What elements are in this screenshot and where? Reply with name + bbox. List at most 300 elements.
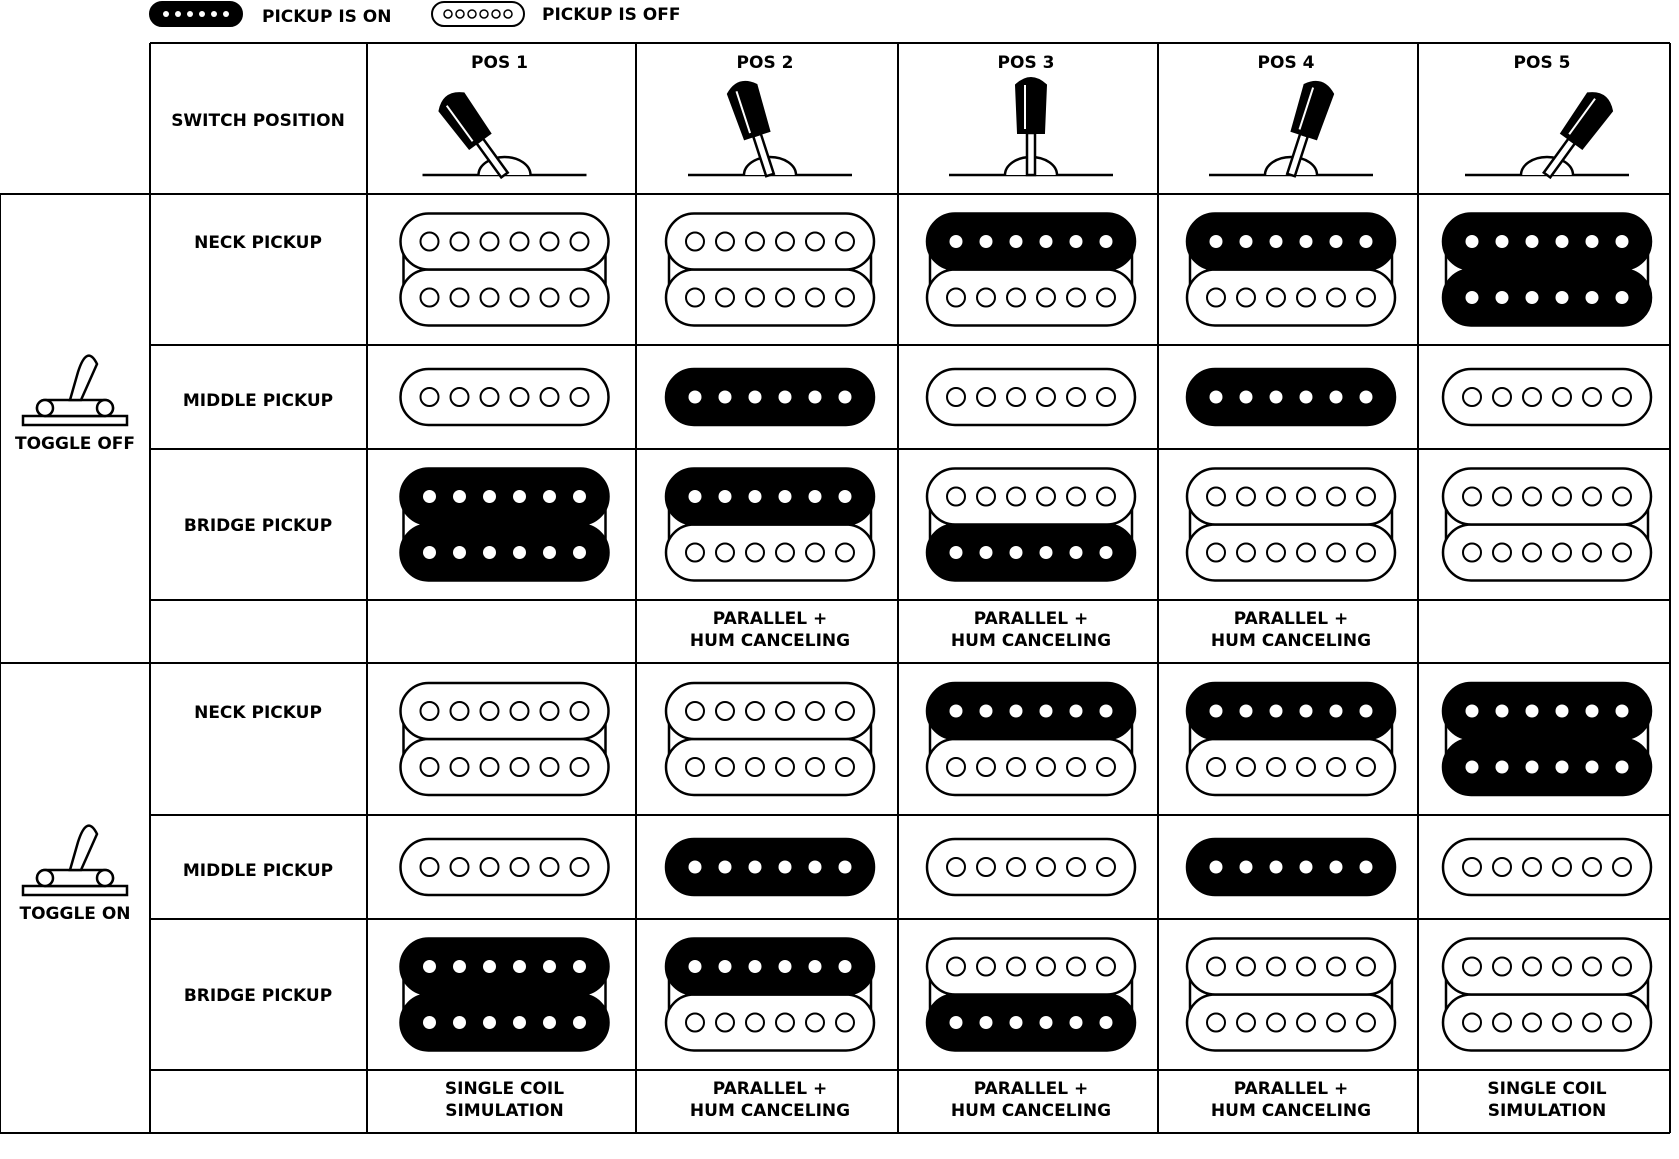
pole-piece — [1466, 291, 1479, 304]
pole-piece — [977, 958, 995, 976]
pole-piece — [451, 758, 469, 776]
pole-piece — [541, 289, 559, 307]
coil-off — [1443, 469, 1651, 525]
pole-piece — [809, 391, 822, 404]
pole-piece — [1466, 235, 1479, 248]
pole-piece — [1010, 546, 1023, 559]
pole-piece — [1097, 488, 1115, 506]
pole-piece — [977, 758, 995, 776]
coil-off — [927, 270, 1135, 326]
middle-pickup-pos1-toggle-on — [401, 839, 609, 895]
pole-piece — [689, 391, 702, 404]
pole-piece — [749, 861, 762, 874]
bridge-pickup-pos2-toggle-off — [666, 469, 874, 581]
coil-off — [1443, 525, 1651, 581]
pole-piece — [421, 289, 439, 307]
wiring-note: HUM CANCELING — [1210, 631, 1372, 651]
pole-piece — [686, 702, 704, 720]
pole-piece — [1067, 388, 1085, 406]
pole-piece — [749, 490, 762, 503]
pos-5-label: POS 5 — [1513, 53, 1571, 73]
pole-piece — [1040, 546, 1053, 559]
pole-piece — [836, 289, 854, 307]
coil-off — [401, 270, 609, 326]
pole-piece — [836, 758, 854, 776]
coil-off — [666, 995, 874, 1051]
coil-off — [401, 214, 609, 270]
coil-on — [1187, 214, 1395, 270]
wiring-note: SIMULATION — [1487, 1101, 1607, 1121]
pole-piece — [421, 758, 439, 776]
neck-pickup-pos3-toggle-off — [927, 214, 1135, 326]
neck-pickup-pos5-toggle-off — [1443, 214, 1651, 326]
pole-piece — [1463, 1014, 1481, 1032]
pole-piece — [1270, 705, 1283, 718]
pole-piece — [839, 490, 852, 503]
coil-on — [927, 995, 1135, 1051]
middle-pickup-pos5-toggle-off — [1443, 369, 1651, 425]
coil-off — [1187, 525, 1395, 581]
pole-piece — [1523, 488, 1541, 506]
pole-piece — [1210, 235, 1223, 248]
row-label-neck-on: NECK PICKUP — [194, 703, 322, 723]
pole-piece — [977, 289, 995, 307]
pole-piece — [1097, 758, 1115, 776]
pole-piece — [806, 702, 824, 720]
pole-piece — [809, 861, 822, 874]
row-label-middle-off: MIDDLE PICKUP — [182, 391, 334, 411]
pole-piece — [1007, 758, 1025, 776]
pole-piece — [1007, 858, 1025, 876]
coil-on — [666, 469, 874, 525]
pole-piece — [1300, 391, 1313, 404]
pole-piece — [511, 388, 529, 406]
pole-piece — [950, 235, 963, 248]
pole-piece — [1553, 544, 1571, 562]
pole-piece — [746, 544, 764, 562]
pole-piece — [686, 233, 704, 251]
pole-piece — [1297, 1014, 1315, 1032]
pole-piece — [1553, 1014, 1571, 1032]
pole-piece — [1583, 544, 1601, 562]
pole-piece — [1270, 391, 1283, 404]
pole-piece — [423, 546, 436, 559]
pole-piece — [716, 758, 734, 776]
middle-pickup-pos3-toggle-off — [927, 369, 1135, 425]
pole-piece — [1466, 761, 1479, 774]
lever-switch-pos1-icon — [423, 88, 587, 184]
pole-piece — [541, 758, 559, 776]
bridge-pickup-pos1-toggle-off — [401, 469, 609, 581]
pole-piece — [806, 289, 824, 307]
pole-piece — [746, 233, 764, 251]
wiring-note: HUM CANCELING — [950, 631, 1112, 651]
pickup-on-legend-icon — [150, 2, 242, 26]
lever-switch-pos2-icon — [688, 78, 852, 180]
pole-piece — [1097, 958, 1115, 976]
pole-piece — [513, 960, 526, 973]
bridge-pickup-pos2-toggle-on — [666, 939, 874, 1051]
toggle-off-group-label — [15, 356, 135, 454]
pole-piece — [1526, 291, 1539, 304]
pole-piece — [573, 490, 586, 503]
pole-piece — [1097, 388, 1115, 406]
pole-piece — [571, 858, 589, 876]
pole-piece — [1526, 705, 1539, 718]
pole-piece — [1037, 958, 1055, 976]
pole-piece — [1100, 235, 1113, 248]
pole-piece — [421, 702, 439, 720]
coil-on — [401, 995, 609, 1051]
pole-piece — [947, 958, 965, 976]
pole-piece — [1010, 705, 1023, 718]
neck-pickup-pos1-toggle-on — [401, 683, 609, 795]
pole-piece — [511, 233, 529, 251]
pole-piece — [1040, 705, 1053, 718]
pole-piece — [483, 1016, 496, 1029]
pole-piece — [1067, 289, 1085, 307]
pole-piece — [806, 233, 824, 251]
legend-on-label: PICKUP IS ON — [262, 7, 392, 27]
pole-piece — [1207, 758, 1225, 776]
bridge-pickup-pos3-toggle-off — [927, 469, 1135, 581]
coil-on — [401, 469, 609, 525]
pole-piece — [541, 702, 559, 720]
switch-position-label: SWITCH POSITION — [171, 111, 345, 131]
pole-piece — [1070, 1016, 1083, 1029]
bridge-pickup-pos5-toggle-on — [1443, 939, 1651, 1051]
pole-piece — [1553, 858, 1571, 876]
pole-piece — [1493, 388, 1511, 406]
pole-piece — [483, 960, 496, 973]
pole-piece — [1207, 544, 1225, 562]
pole-piece — [1097, 858, 1115, 876]
pole-piece — [1207, 488, 1225, 506]
pole-piece — [689, 960, 702, 973]
legend — [150, 2, 680, 27]
pole-piece — [1553, 388, 1571, 406]
neck-pickup-pos3-toggle-on — [927, 683, 1135, 795]
pole-piece — [1327, 544, 1345, 562]
pole-piece — [749, 391, 762, 404]
pole-piece — [1583, 1014, 1601, 1032]
pole-piece — [483, 490, 496, 503]
pole-piece — [1240, 861, 1253, 874]
pole-piece — [1357, 544, 1375, 562]
pole-piece — [839, 960, 852, 973]
pole-piece — [421, 388, 439, 406]
pole-piece — [719, 861, 732, 874]
pole-piece — [1067, 958, 1085, 976]
coil-off — [401, 683, 609, 739]
pole-piece — [749, 960, 762, 973]
coil-off — [666, 525, 874, 581]
pole-piece — [1466, 705, 1479, 718]
pole-piece — [836, 1014, 854, 1032]
pole-piece — [1007, 488, 1025, 506]
pole-piece — [947, 289, 965, 307]
pole-piece — [1496, 235, 1509, 248]
pole-piece — [1526, 761, 1539, 774]
coil-on — [1443, 214, 1651, 270]
pole-piece — [481, 702, 499, 720]
coil-off — [927, 469, 1135, 525]
pole-piece — [1523, 388, 1541, 406]
middle-pickup-pos2-toggle-off — [666, 369, 874, 425]
pole-piece — [513, 546, 526, 559]
pole-piece — [1360, 861, 1373, 874]
pole-piece — [1237, 958, 1255, 976]
pole-piece — [451, 289, 469, 307]
pole-piece — [1327, 488, 1345, 506]
pole-piece — [1493, 1014, 1511, 1032]
pole-piece — [1613, 1014, 1631, 1032]
pole-piece — [806, 758, 824, 776]
pole-piece — [776, 544, 794, 562]
pole-piece — [513, 1016, 526, 1029]
pole-piece — [716, 1014, 734, 1032]
pole-piece — [1360, 391, 1373, 404]
coil-on — [927, 683, 1135, 739]
pole-piece — [1586, 761, 1599, 774]
pole-piece — [1357, 758, 1375, 776]
pole-piece — [1556, 291, 1569, 304]
pole-piece — [716, 289, 734, 307]
pole-piece — [1616, 291, 1629, 304]
pole-piece — [1267, 758, 1285, 776]
bridge-pickup-pos1-toggle-on — [401, 939, 609, 1051]
pole-piece — [686, 758, 704, 776]
bridge-pickup-pos4-toggle-off — [1187, 469, 1395, 581]
pole-piece — [1523, 1014, 1541, 1032]
coil-off — [927, 739, 1135, 795]
pole-piece — [1237, 758, 1255, 776]
pole-piece — [1616, 761, 1629, 774]
coil-off — [401, 739, 609, 795]
pos-4-label: POS 4 — [1257, 53, 1315, 73]
pole-piece — [1267, 289, 1285, 307]
middle-pickup-pos3-toggle-on — [927, 839, 1135, 895]
coil-on — [1443, 683, 1651, 739]
wiring-note: SIMULATION — [445, 1101, 564, 1121]
toggle-off-label: TOGGLE OFF — [15, 434, 135, 454]
pole-piece — [719, 391, 732, 404]
pole-piece — [573, 546, 586, 559]
bridge-pickup-pos4-toggle-on — [1187, 939, 1395, 1051]
wiring-note: PARALLEL + — [973, 1079, 1089, 1099]
pole-piece — [543, 1016, 556, 1029]
neck-pickup-pos4-toggle-off — [1187, 214, 1395, 326]
row-label-middle-on: MIDDLE PICKUP — [182, 861, 334, 881]
pole-piece — [1297, 958, 1315, 976]
middle-pickup-pos5-toggle-on — [1443, 839, 1651, 895]
neck-pickup-pos1-toggle-off — [401, 214, 609, 326]
pole-piece — [421, 233, 439, 251]
coil-off — [1443, 939, 1651, 995]
pole-piece — [1100, 546, 1113, 559]
pole-piece — [423, 1016, 436, 1029]
pole-piece — [1207, 1014, 1225, 1032]
pole-piece — [806, 544, 824, 562]
pole-piece — [746, 289, 764, 307]
pole-piece — [1240, 391, 1253, 404]
pole-piece — [839, 391, 852, 404]
pole-piece — [836, 702, 854, 720]
neck-pickup-pos2-toggle-off — [666, 214, 874, 326]
pole-piece — [779, 391, 792, 404]
pole-piece — [1100, 705, 1113, 718]
middle-pickup-pos4-toggle-on — [1187, 839, 1395, 895]
pole-piece — [977, 858, 995, 876]
pole-piece — [1267, 1014, 1285, 1032]
pole-piece — [511, 858, 529, 876]
pole-piece — [1040, 235, 1053, 248]
pole-piece — [573, 960, 586, 973]
pole-piece — [1556, 761, 1569, 774]
pole-piece — [1267, 544, 1285, 562]
pole-piece — [451, 702, 469, 720]
row-label-bridge-on: BRIDGE PICKUP — [183, 986, 333, 1006]
pole-piece — [481, 858, 499, 876]
wiring-note: HUM CANCELING — [689, 631, 851, 651]
pole-piece — [1037, 388, 1055, 406]
pole-piece — [746, 758, 764, 776]
pole-piece — [719, 960, 732, 973]
coil-off — [1187, 270, 1395, 326]
pole-piece — [541, 388, 559, 406]
pole-piece — [980, 235, 993, 248]
pole-piece — [689, 861, 702, 874]
pole-piece — [1297, 758, 1315, 776]
coil-off — [1187, 939, 1395, 995]
pole-piece — [1037, 289, 1055, 307]
pole-piece — [686, 289, 704, 307]
pole-piece — [481, 758, 499, 776]
pole-piece — [1037, 858, 1055, 876]
pole-piece — [451, 233, 469, 251]
wiring-note: SINGLE COIL — [444, 1079, 565, 1099]
pole-piece — [977, 488, 995, 506]
pole-piece — [1613, 858, 1631, 876]
lever-switch-pos5-icon — [1465, 88, 1629, 184]
wiring-note: PARALLEL + — [1233, 609, 1349, 629]
pole-piece — [571, 388, 589, 406]
bridge-pickup-pos5-toggle-off — [1443, 469, 1651, 581]
pole-piece — [423, 960, 436, 973]
pole-piece — [1586, 705, 1599, 718]
pole-piece — [451, 388, 469, 406]
pole-piece — [776, 289, 794, 307]
pole-piece — [1327, 289, 1345, 307]
pole-piece — [836, 544, 854, 562]
pole-piece — [423, 490, 436, 503]
pole-piece — [776, 702, 794, 720]
pos-1-label: POS 1 — [471, 53, 528, 73]
pole-piece — [1586, 291, 1599, 304]
pole-piece — [1237, 544, 1255, 562]
pole-piece — [776, 758, 794, 776]
bridge-pickup-pos3-toggle-on — [927, 939, 1135, 1051]
pole-piece — [511, 289, 529, 307]
pole-piece — [1616, 235, 1629, 248]
pole-piece — [980, 1016, 993, 1029]
coil-on — [1443, 739, 1651, 795]
pole-piece — [746, 702, 764, 720]
pole-piece — [1523, 958, 1541, 976]
pole-piece — [1360, 705, 1373, 718]
pole-piece — [1493, 858, 1511, 876]
pole-piece — [573, 1016, 586, 1029]
pole-piece — [1493, 488, 1511, 506]
pole-piece — [1007, 388, 1025, 406]
neck-pickup-pos2-toggle-on — [666, 683, 874, 795]
pole-piece — [1583, 858, 1601, 876]
pole-piece — [716, 233, 734, 251]
pole-piece — [513, 490, 526, 503]
pole-piece — [1553, 488, 1571, 506]
pole-piece — [453, 546, 466, 559]
pole-piece — [1357, 488, 1375, 506]
pole-piece — [1330, 391, 1343, 404]
pole-piece — [776, 1014, 794, 1032]
pickup-off-legend-icon — [432, 2, 524, 26]
pole-piece — [1237, 289, 1255, 307]
coil-on — [1187, 683, 1395, 739]
pole-piece — [1583, 488, 1601, 506]
pole-piece — [776, 233, 794, 251]
pole-piece — [686, 544, 704, 562]
pole-piece — [1010, 1016, 1023, 1029]
pole-piece — [947, 388, 965, 406]
pole-piece — [950, 546, 963, 559]
pole-piece — [1067, 488, 1085, 506]
pole-piece — [1040, 1016, 1053, 1029]
pole-piece — [1463, 858, 1481, 876]
pole-piece — [686, 1014, 704, 1032]
coil-off — [666, 739, 874, 795]
pole-piece — [571, 289, 589, 307]
wiring-note: PARALLEL + — [1233, 1079, 1349, 1099]
coil-off — [666, 270, 874, 326]
pole-piece — [1070, 235, 1083, 248]
pole-piece — [571, 702, 589, 720]
pole-piece — [839, 861, 852, 874]
pole-piece — [571, 758, 589, 776]
pole-piece — [543, 546, 556, 559]
legend-off-label: PICKUP IS OFF — [542, 5, 681, 25]
pole-piece — [1613, 544, 1631, 562]
pole-piece — [1007, 958, 1025, 976]
middle-pickup-pos2-toggle-on — [666, 839, 874, 895]
pole-piece — [481, 289, 499, 307]
pole-piece — [1463, 958, 1481, 976]
wiring-note: HUM CANCELING — [1210, 1101, 1372, 1121]
pole-piece — [1327, 1014, 1345, 1032]
pole-piece — [1496, 761, 1509, 774]
pole-piece — [689, 490, 702, 503]
pole-piece — [1357, 958, 1375, 976]
lever-switch-pos3-icon — [949, 78, 1113, 175]
pole-piece — [1240, 235, 1253, 248]
pole-piece — [511, 758, 529, 776]
pole-piece — [1556, 235, 1569, 248]
pole-piece — [1586, 235, 1599, 248]
neck-pickup-pos5-toggle-on — [1443, 683, 1651, 795]
pole-piece — [571, 233, 589, 251]
coil-off — [1187, 995, 1395, 1051]
pole-piece — [1067, 758, 1085, 776]
lever-switch-pos4-icon — [1209, 78, 1373, 180]
